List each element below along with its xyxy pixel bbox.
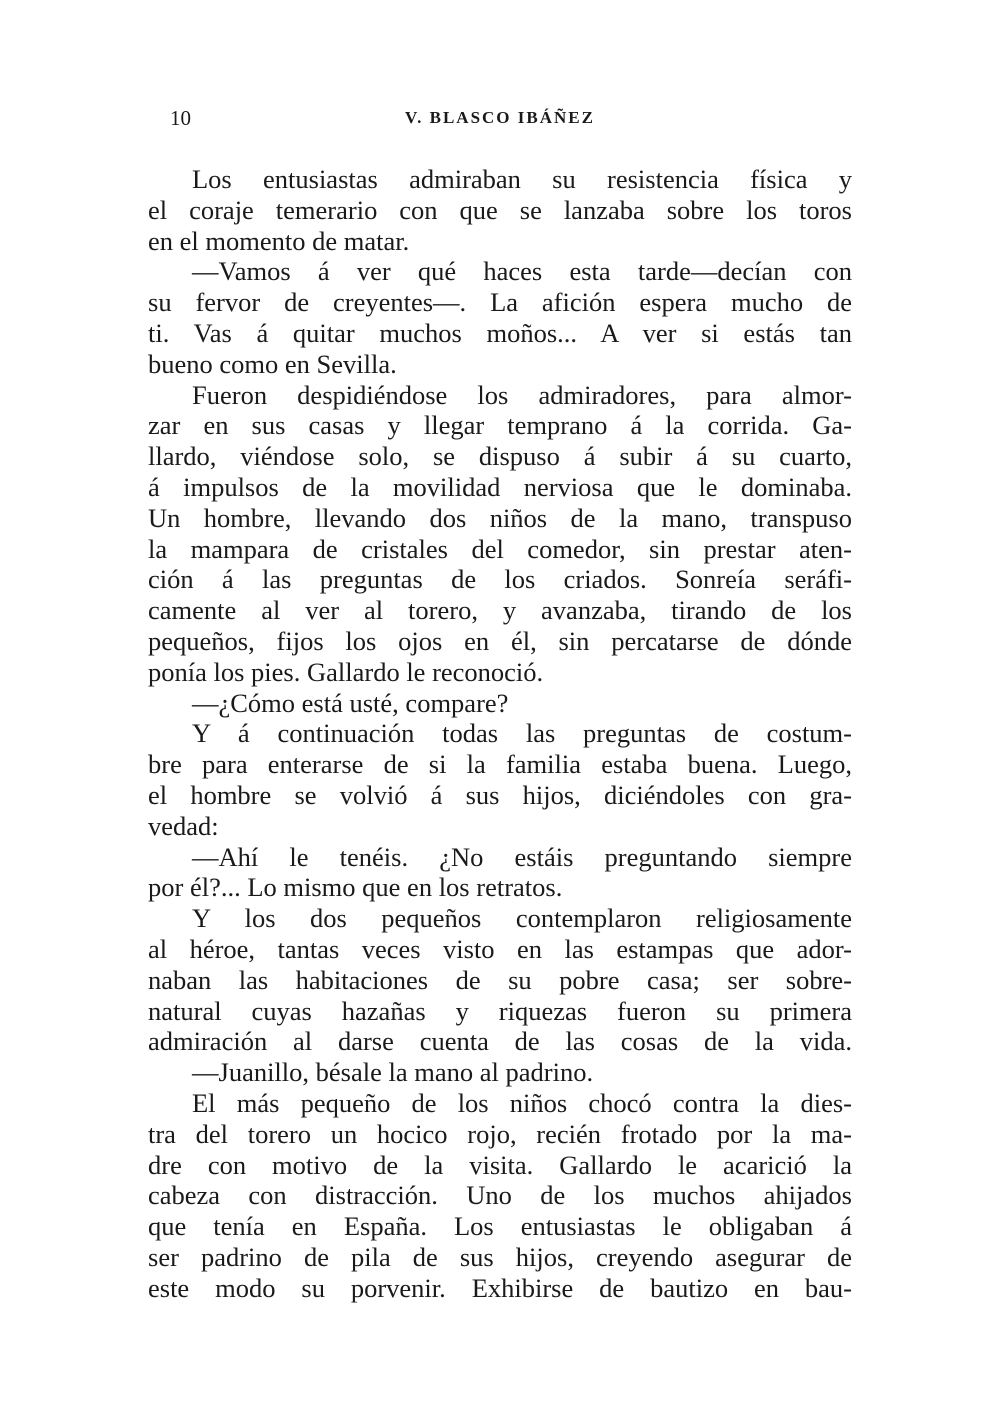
text-line: ti. Vas á quitar muchos moños... A ver si estás tan [148,317,852,348]
text-line: que tenía en España. Los entusiastas le obligaban á [148,1211,852,1242]
text-line: bueno como en Sevilla. [148,348,397,379]
text-line: este modo su porvenir. Exhibirse de bautizo en bau- [148,1272,852,1303]
body-text [148,164,852,1303]
text-line: El más pequeño de los niños chocó contra la dies- [192,1087,852,1118]
text-line: llardo, viéndose solo, se dispuso á subir á su cuarto, [148,441,852,472]
page-number: 10 [170,106,191,130]
text-line: zar en sus casas y llegar temprano á la corrida. Ga- [148,410,852,441]
text-line: el hombre se volvió á sus hijos, diciéndoles con gra- [148,779,852,810]
running-title: V. BLASCO IBÁÑEZ [405,108,595,127]
text-line: tra del torero un hocico rojo, recién frotado por la ma- [148,1118,852,1149]
text-line: el coraje temerario con que se lanzaba sobre los toros [148,194,852,225]
text-line: —Juanillo, bésale la mano al padrino. [192,1057,594,1088]
text-line: admiración al darse cuenta de las cosas de la vida. [148,1026,852,1057]
text-line: dre con motivo de la visita. Gallardo le acarició la [148,1149,852,1180]
text-line: cabeza con distracción. Uno de los muchos ahijados [148,1180,852,1211]
text-line: por él?... Lo mismo que en los retratos. [148,872,563,903]
page-header [148,106,852,136]
text-line: —¿Cómo está usté, compare? [192,687,509,718]
text-line: —Vamos á ver qué haces esta tarde—decían con [192,256,852,287]
text-line: bre para enterarse de si la familia estaba buena. Luego, [148,749,852,780]
text-line: camente al ver al torero, y avanzaba, tirando de los [148,595,852,626]
text-line: su fervor de creyentes—. La afición espera mucho de [148,287,852,318]
text-line: Fueron despidiéndose los admiradores, para almor- [192,379,852,410]
text-line: en el momento de matar. [148,225,410,256]
text-line: Un hombre, llevando dos niños de la mano, transpuso [148,502,852,533]
text-line: ción á las preguntas de los criados. Sonreía seráfi- [148,564,852,595]
text-line: á impulsos de la movilidad nerviosa que le dominaba. [148,471,852,502]
text-line: la mampara de cristales del comedor, sin prestar aten- [148,533,852,564]
text-line: vedad: [148,810,219,841]
text-line: al héroe, tantas veces visto en las estampas que ador- [148,933,852,964]
text-line: Los entusiastas admiraban su resistencia física y [192,164,852,194]
text-line: ponía los pies. Gallardo le reconoció. [148,656,544,687]
text-line: Y á continuación todas las preguntas de costum- [192,718,852,749]
text-line: pequeños, fijos los ojos en él, sin percatarse de dónde [148,625,852,656]
text-line: Y los dos pequeños contemplaron religiosamente [192,903,852,934]
text-line: natural cuyas hazañas y riquezas fueron su primera [148,995,852,1026]
text-line: naban las habitaciones de su pobre casa; ser sobre- [148,964,852,995]
text-line: —Ahí le tenéis. ¿No estáis preguntando siempre [192,841,852,872]
text-line: ser padrino de pila de sus hijos, creyendo asegurar de [148,1241,852,1272]
